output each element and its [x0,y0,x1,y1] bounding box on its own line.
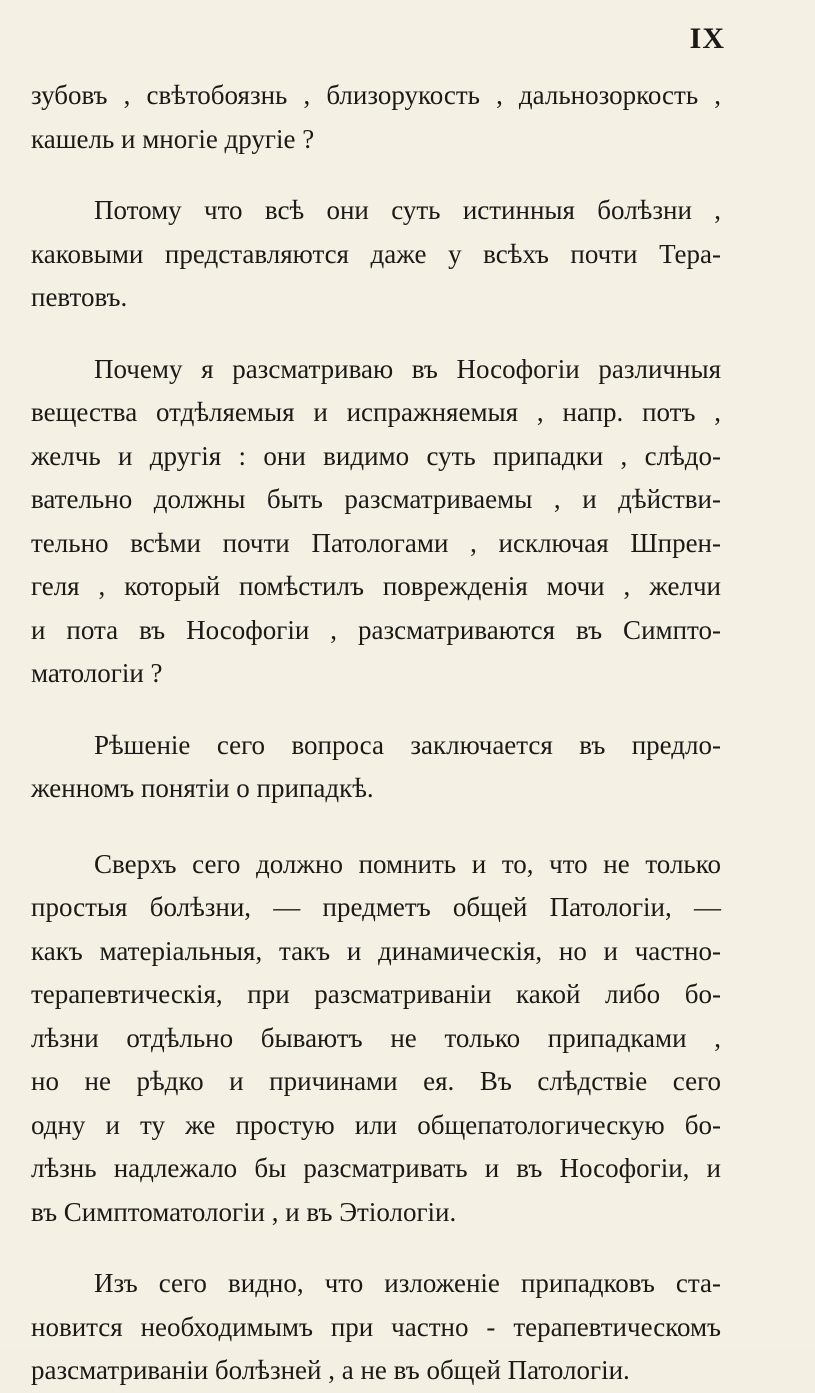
paragraph-2 [31,189,721,320]
text-line: тельно всѣми почти Патологами , исключая Шпрен- [31,527,721,558]
text-line: лѣзнь надлежало бы разсматривать и въ Нософогiи, и [31,1153,721,1183]
text-line: певтовъ. [31,282,128,312]
text-line: вательно должны быть разсматриваемы , и дѣйстви- [31,484,721,514]
text-line: въ Симптоматологiи , и въ Этiологiи. [31,1196,457,1227]
paragraph-5 [31,843,721,1235]
text-line: но не рѣдко и причинами ея. Въ слѣдствiе сего [31,1066,721,1096]
text-line: Сверхъ сего должно помнить и то, что не только [94,848,721,879]
text-line: желчь и другiя : они видимо суть припадки , слѣдо- [31,440,721,471]
text-line: лѣзни отдѣльно бываютъ не только припадками , [31,1022,721,1053]
text-line: зубовъ , свѣтобоязнь , близорукость , дальнозоркость , [31,80,721,110]
text-line: женномъ понятiи о припадкѣ. [31,773,374,803]
paragraph-1 [31,74,721,161]
text-line: матологiи ? [31,658,163,688]
text-line: Рѣшенiе сего вопроса заключается въ предло- [94,729,721,760]
text-line: разсматриванiи болѣзней , а не въ общей Патологiи. [31,1355,630,1385]
paragraph-6 [31,1262,721,1393]
text-line: Потому что всѣ они суть истинныя болѣзни , [94,195,721,225]
text-line: каковыми представляются даже у всѣхъ почти Тера- [31,238,721,269]
paragraph-4 [31,724,721,811]
paragraph-3 [31,348,721,696]
text-line: геля , который помѣстилъ поврежденiя мочи , желчи [31,571,721,601]
body-text [31,74,721,1393]
text-line: Почему я разсматриваю въ Нософогiи различныя [94,353,721,384]
text-line: какъ матерiальныя, такъ и динамическiя, но и частно- [31,935,721,966]
text-line: Изъ сего видно, что изложенiе припадковъ ста- [94,1268,721,1298]
text-line: кашель и многiе другiе ? [31,123,315,154]
text-line: новится необходимымъ при частно - терапевтическомъ [31,1311,721,1342]
text-line: и пота въ Нософогiи , разсматриваются въ Симпто- [31,614,721,645]
text-line: терапевтическiя, при разсматриванiи какой либо бо- [31,979,721,1009]
text-line: вещества отдѣляемыя и испражняемыя , напр. потъ , [31,397,721,427]
page-number: IX [689,22,725,55]
text-line: одну и ту же простую или общепатологическую бо- [31,1109,721,1140]
text-line: простыя болѣзни, — предметъ общей Патологiи, — [31,892,721,922]
